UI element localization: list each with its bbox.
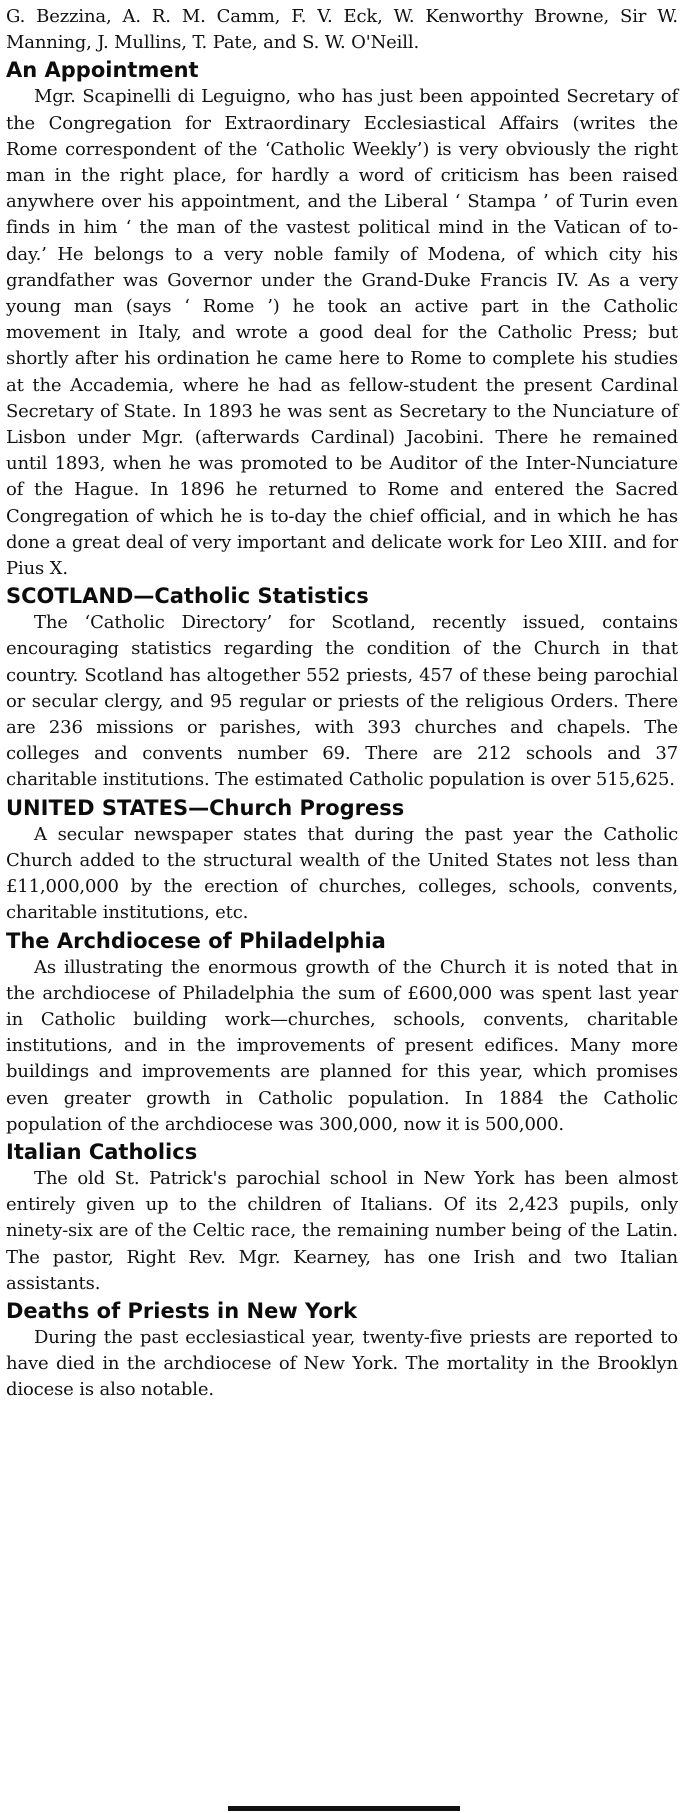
bottom-rule-divider [228, 1806, 460, 1811]
paragraph-an-appointment: Mgr. Scapinelli di Leguigno, who has just been appointed Secretary of the Congregation for Extraordinary Ecclesiastical Affairs (writes the Rome correspondent of the ‘Catholic Weekly’) is very obviously the right man in the right place, for hardly a word of criticism has been raised anywhere over his appointment, and the Liberal ‘ Stampa ’ of Turin even finds in him ‘ the man of the vastest political mind in the Vatican of to-day.’ He belongs to a very noble family of Modena, of which city his grandfather was Governor under the Grand-Duke Francis IV. As a very young man (says ‘ Rome ’) he took an active part in the Catholic movement in Italy, and wrote a good deal for the Catholic Press; but shortly after his ordination he came here to Rome to complete his studies at the Accademia, where he had as fellow-student the present Cardinal Secretary of State. In 1893 he was sent as Secretary to the Nunciature of Lisbon under Mgr. (afterwards Cardinal) Jacobini. There he remained until 1893, when he was promoted to be Auditor of the Inter-Nunciature of the Hague. In 1896 he returned to Rome and entered the Sacred Congregation of which he is to-day the chief official, and in which he has done a great deal of very important and delicate work for Leo XIII. and for Pius X. [6, 86, 678, 580]
heading-united-states-church-progress: UNITED STATES—Church Progress [6, 795, 405, 820]
heading-archdiocese-of-philadelphia: The Archdiocese of Philadelphia [6, 928, 386, 953]
heading-italian-catholics: Italian Catholics [6, 1139, 198, 1164]
paragraph-scotland-catholic-statistics: The ‘Catholic Directory’ for Scotland, recently issued, contains encouraging statistics regarding the condition of the Church in that country. Scotland has altogether 552 priests, 457 of these being parochial or secular clergy, and 95 regular or priests of the religious Orders. There are 236 missions or parishes, with 393 churches and chapels. The colleges and convents number 69. There are 212 schools and 37 charitable institutions. The estimated Catholic population is over 515,625. [6, 612, 678, 791]
paragraph-deaths-of-priests-in-new-york: During the past ecclesiastical year, twenty-five priests are reported to have died in the archdiocese of New York. The mortality in the Brooklyn diocese is also notable. [6, 1326, 678, 1401]
heading-an-appointment: An Appointment [6, 58, 199, 83]
paragraph-archdiocese-of-philadelphia: As illustrating the enormous growth of the Church it is noted that in the archdiocese of Philadelphia the sum of £600,000 was spent last year in Catholic building work—churches, schools, convents, charitable institutions, and in the improvements of present edifices. Many more buildings and improvements are planned for this year, which promises even greater growth in Catholic population. In 1884 the Catholic population of the archdiocese was 300,000, now it is 500,000. [6, 956, 678, 1135]
paragraph-italian-catholics: The old St. Patrick's parochial school in New York has been almost entirely given up to the children of Italians. Of its 2,423 pupils, only ninety-six are of the Celtic race, the remaining number being of the Latin. The pastor, Right Rev. Mgr. Kearney, has one Irish and two Italian assistants. [6, 1167, 678, 1294]
heading-scotland-catholic-statistics: SCOTLAND—Catholic Statistics [6, 584, 369, 609]
heading-deaths-of-priests-in-new-york: Deaths of Priests in New York [6, 1298, 358, 1323]
intro-paragraph: G. Bezzina, A. R. M. Camm, F. V. Eck, W. Kenworthy Browne, Sir W. Manning, J. Mullins, T. Pate, and S. W. O'Neill. [6, 6, 678, 54]
paragraph-united-states-church-progress: A secular newspaper states that during the past year the Catholic Church added to the structural wealth of the United States not less than £11,000,000 by the erection of churches, colleges, schools, convents, charitable institutions, etc. [6, 823, 678, 924]
